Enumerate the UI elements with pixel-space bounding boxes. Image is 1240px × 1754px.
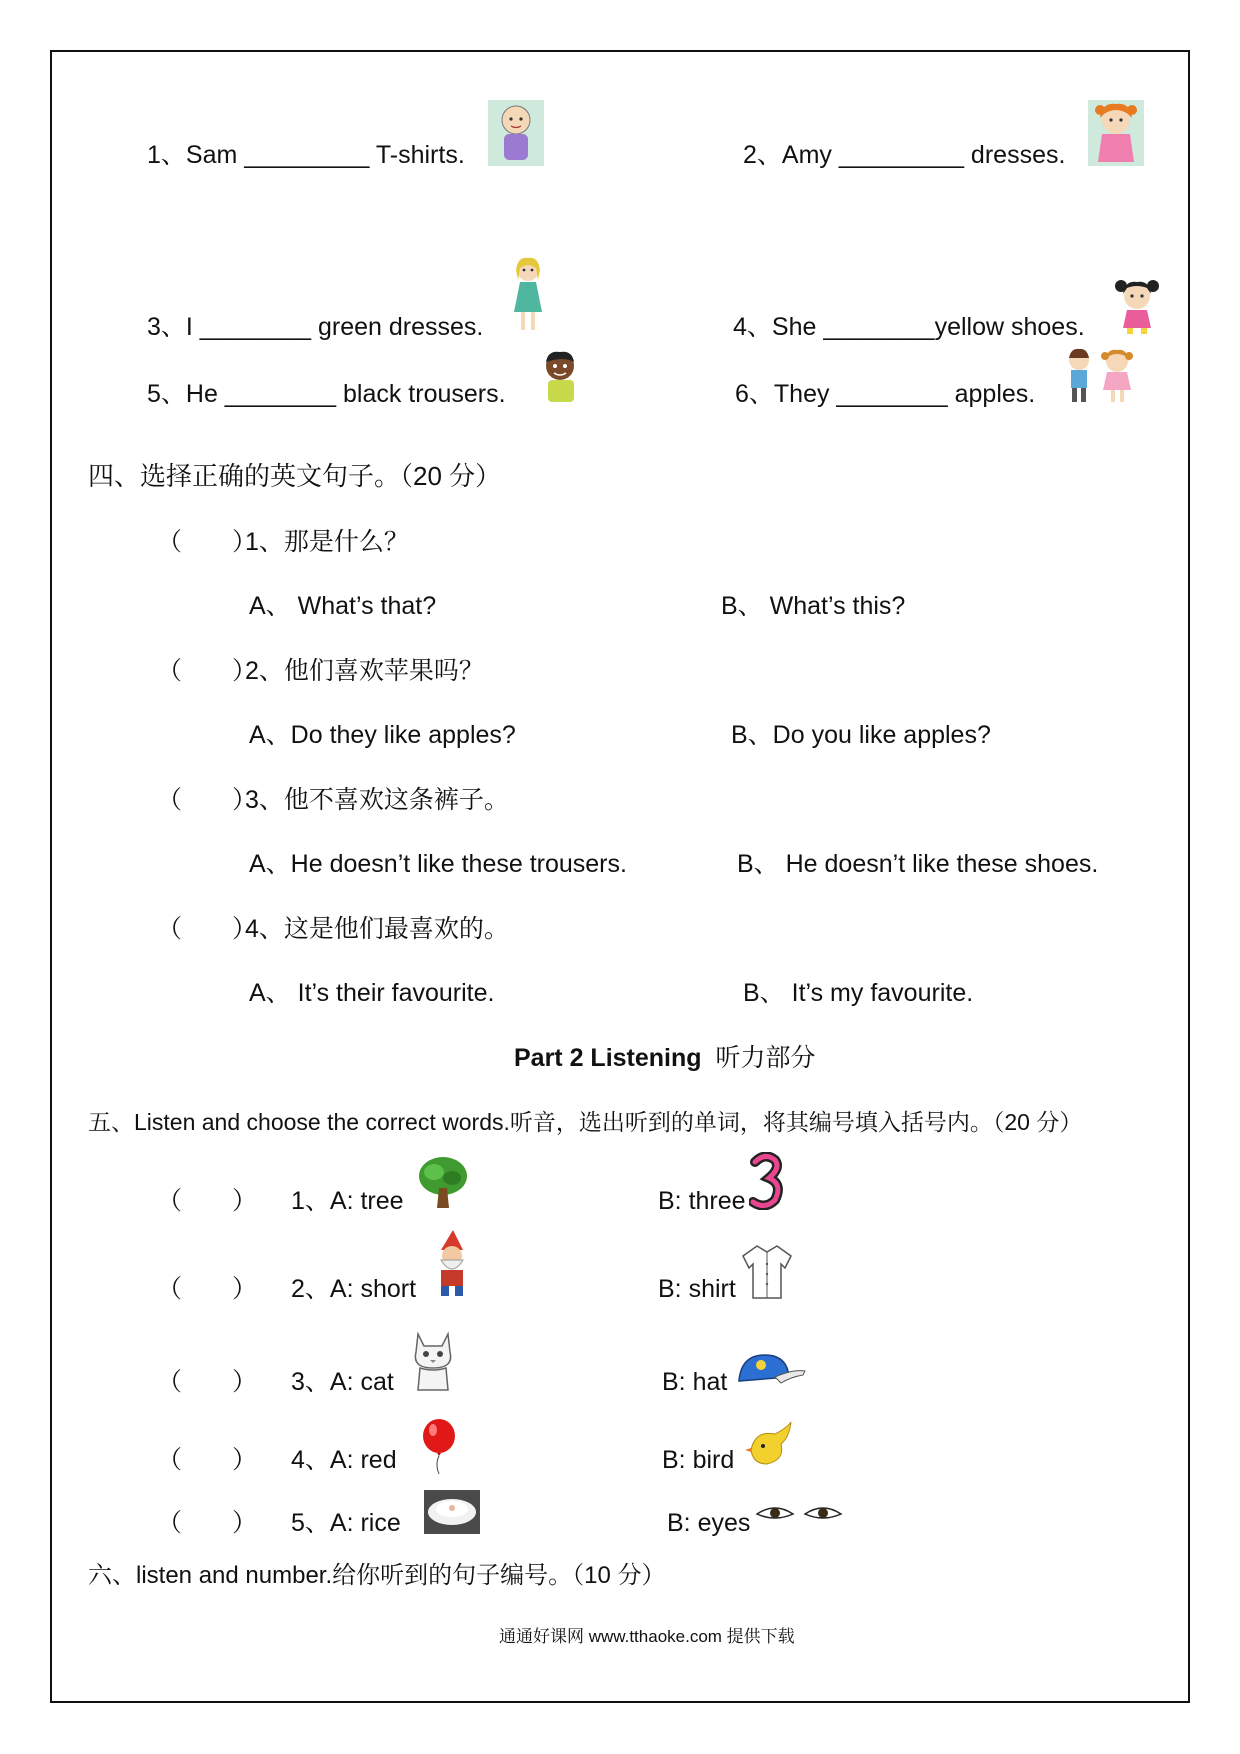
rice-bowl-icon [424, 1490, 480, 1534]
fill-item-5 [147, 382, 506, 407]
option-a[interactable]: A、He doesn’t like these trousers. [249, 850, 627, 878]
fill-item-3 [147, 315, 483, 340]
choice-a[interactable]: 1、A: tree [291, 1187, 404, 1215]
choice-a[interactable]: 4、A: red [291, 1446, 397, 1474]
choice-b[interactable]: B: shirt [658, 1275, 736, 1303]
item-text: She ________yellow shoes. [771, 313, 1085, 341]
option-b[interactable]: B、 He doesn’t like these shoes. [737, 850, 1099, 878]
tree-icon [416, 1154, 470, 1210]
item-number: 1、 [147, 141, 186, 169]
fill-item-6 [735, 382, 1035, 407]
answer-bracket[interactable]: （ ） [157, 1368, 258, 1396]
fill-item-1 [147, 143, 465, 168]
cat-icon [406, 1328, 460, 1394]
boy-black-trousers-icon [534, 348, 590, 404]
answer-bracket[interactable]: （ ） [157, 1187, 258, 1215]
bird-icon [745, 1420, 793, 1472]
number-three-icon [749, 1152, 783, 1210]
item-number: 6、 [735, 380, 774, 408]
footer-credit: 通通好课网 www.tthaoke.com 提供下载 [499, 1627, 795, 1646]
option-a[interactable]: A、 It’s their favourite. [249, 979, 495, 1007]
question-text: 3、他不喜欢这条裤子。 [245, 786, 509, 814]
item-number: 5、 [147, 380, 186, 408]
item-number: 4、 [733, 313, 772, 341]
girl-amy-icon [1088, 100, 1144, 166]
option-a[interactable]: A、Do they like apples? [249, 721, 516, 749]
answer-bracket[interactable]: （ ） [157, 1509, 258, 1537]
question-bracket[interactable]: （ ） [157, 528, 258, 556]
section-6-title: 六、listen and number.给你听到的句子编号。（10 分） [88, 1562, 666, 1589]
choice-b[interactable]: B: eyes [667, 1509, 751, 1537]
girl-green-dress-icon [508, 256, 548, 336]
choice-a[interactable]: 2、A: short [291, 1275, 417, 1303]
girl-yellow-shoes-icon [1113, 276, 1161, 336]
answer-bracket[interactable]: （ ） [157, 1446, 258, 1474]
question-text: 4、这是他们最喜欢的。 [245, 915, 509, 943]
option-b[interactable]: B、 What’s this? [721, 592, 906, 620]
question-bracket[interactable]: （ ） [157, 915, 258, 943]
cap-icon [735, 1351, 807, 1391]
question-bracket[interactable]: （ ） [157, 657, 258, 685]
section-5-title: 五、Listen and choose the correct words.听音，选出听到的单词，将其编号填入括号内。（20 分） [88, 1109, 1083, 1135]
choice-a[interactable]: 3、A: cat [291, 1368, 394, 1396]
part-2-title-cn: 听力部分 [715, 1044, 816, 1072]
two-children-icon [1057, 346, 1143, 406]
item-number: 3、 [147, 313, 186, 341]
option-b[interactable]: B、Do you like apples? [731, 721, 991, 749]
choice-a[interactable]: 5、A: rice [291, 1509, 401, 1537]
option-b[interactable]: B、 It’s my favourite. [743, 979, 974, 1007]
item-text: He ________ black trousers. [185, 380, 506, 408]
eyes-icon [755, 1502, 845, 1526]
item-text: I ________ green dresses. [185, 313, 484, 341]
boy-sam-icon [488, 100, 544, 166]
choice-b[interactable]: B: hat [662, 1368, 728, 1396]
item-text: They ________ apples. [773, 380, 1036, 408]
item-text: Sam _________ T-shirts. [185, 141, 465, 169]
part-2-heading [514, 1046, 815, 1071]
question-text: 2、他们喜欢苹果吗？ [245, 657, 484, 685]
item-text: Amy _________ dresses. [781, 141, 1066, 169]
option-a[interactable]: A、 What’s that? [249, 592, 437, 620]
fill-item-2 [743, 143, 1065, 168]
dwarf-icon [427, 1230, 475, 1298]
red-balloon-icon [421, 1418, 457, 1476]
answer-bracket[interactable]: （ ） [157, 1275, 258, 1303]
question-text: 1、那是什么？ [245, 528, 409, 556]
part-2-title-en: Part 2 Listening [514, 1044, 702, 1072]
shirt-icon [741, 1242, 793, 1300]
choice-b[interactable]: B: bird [662, 1446, 735, 1474]
fill-item-4 [733, 315, 1085, 340]
section-4-title: 四、选择正确的英文句子。（20 分） [88, 461, 502, 491]
question-bracket[interactable]: （ ） [157, 786, 258, 814]
choice-b[interactable]: B: three [658, 1187, 746, 1215]
item-number: 2、 [743, 141, 782, 169]
